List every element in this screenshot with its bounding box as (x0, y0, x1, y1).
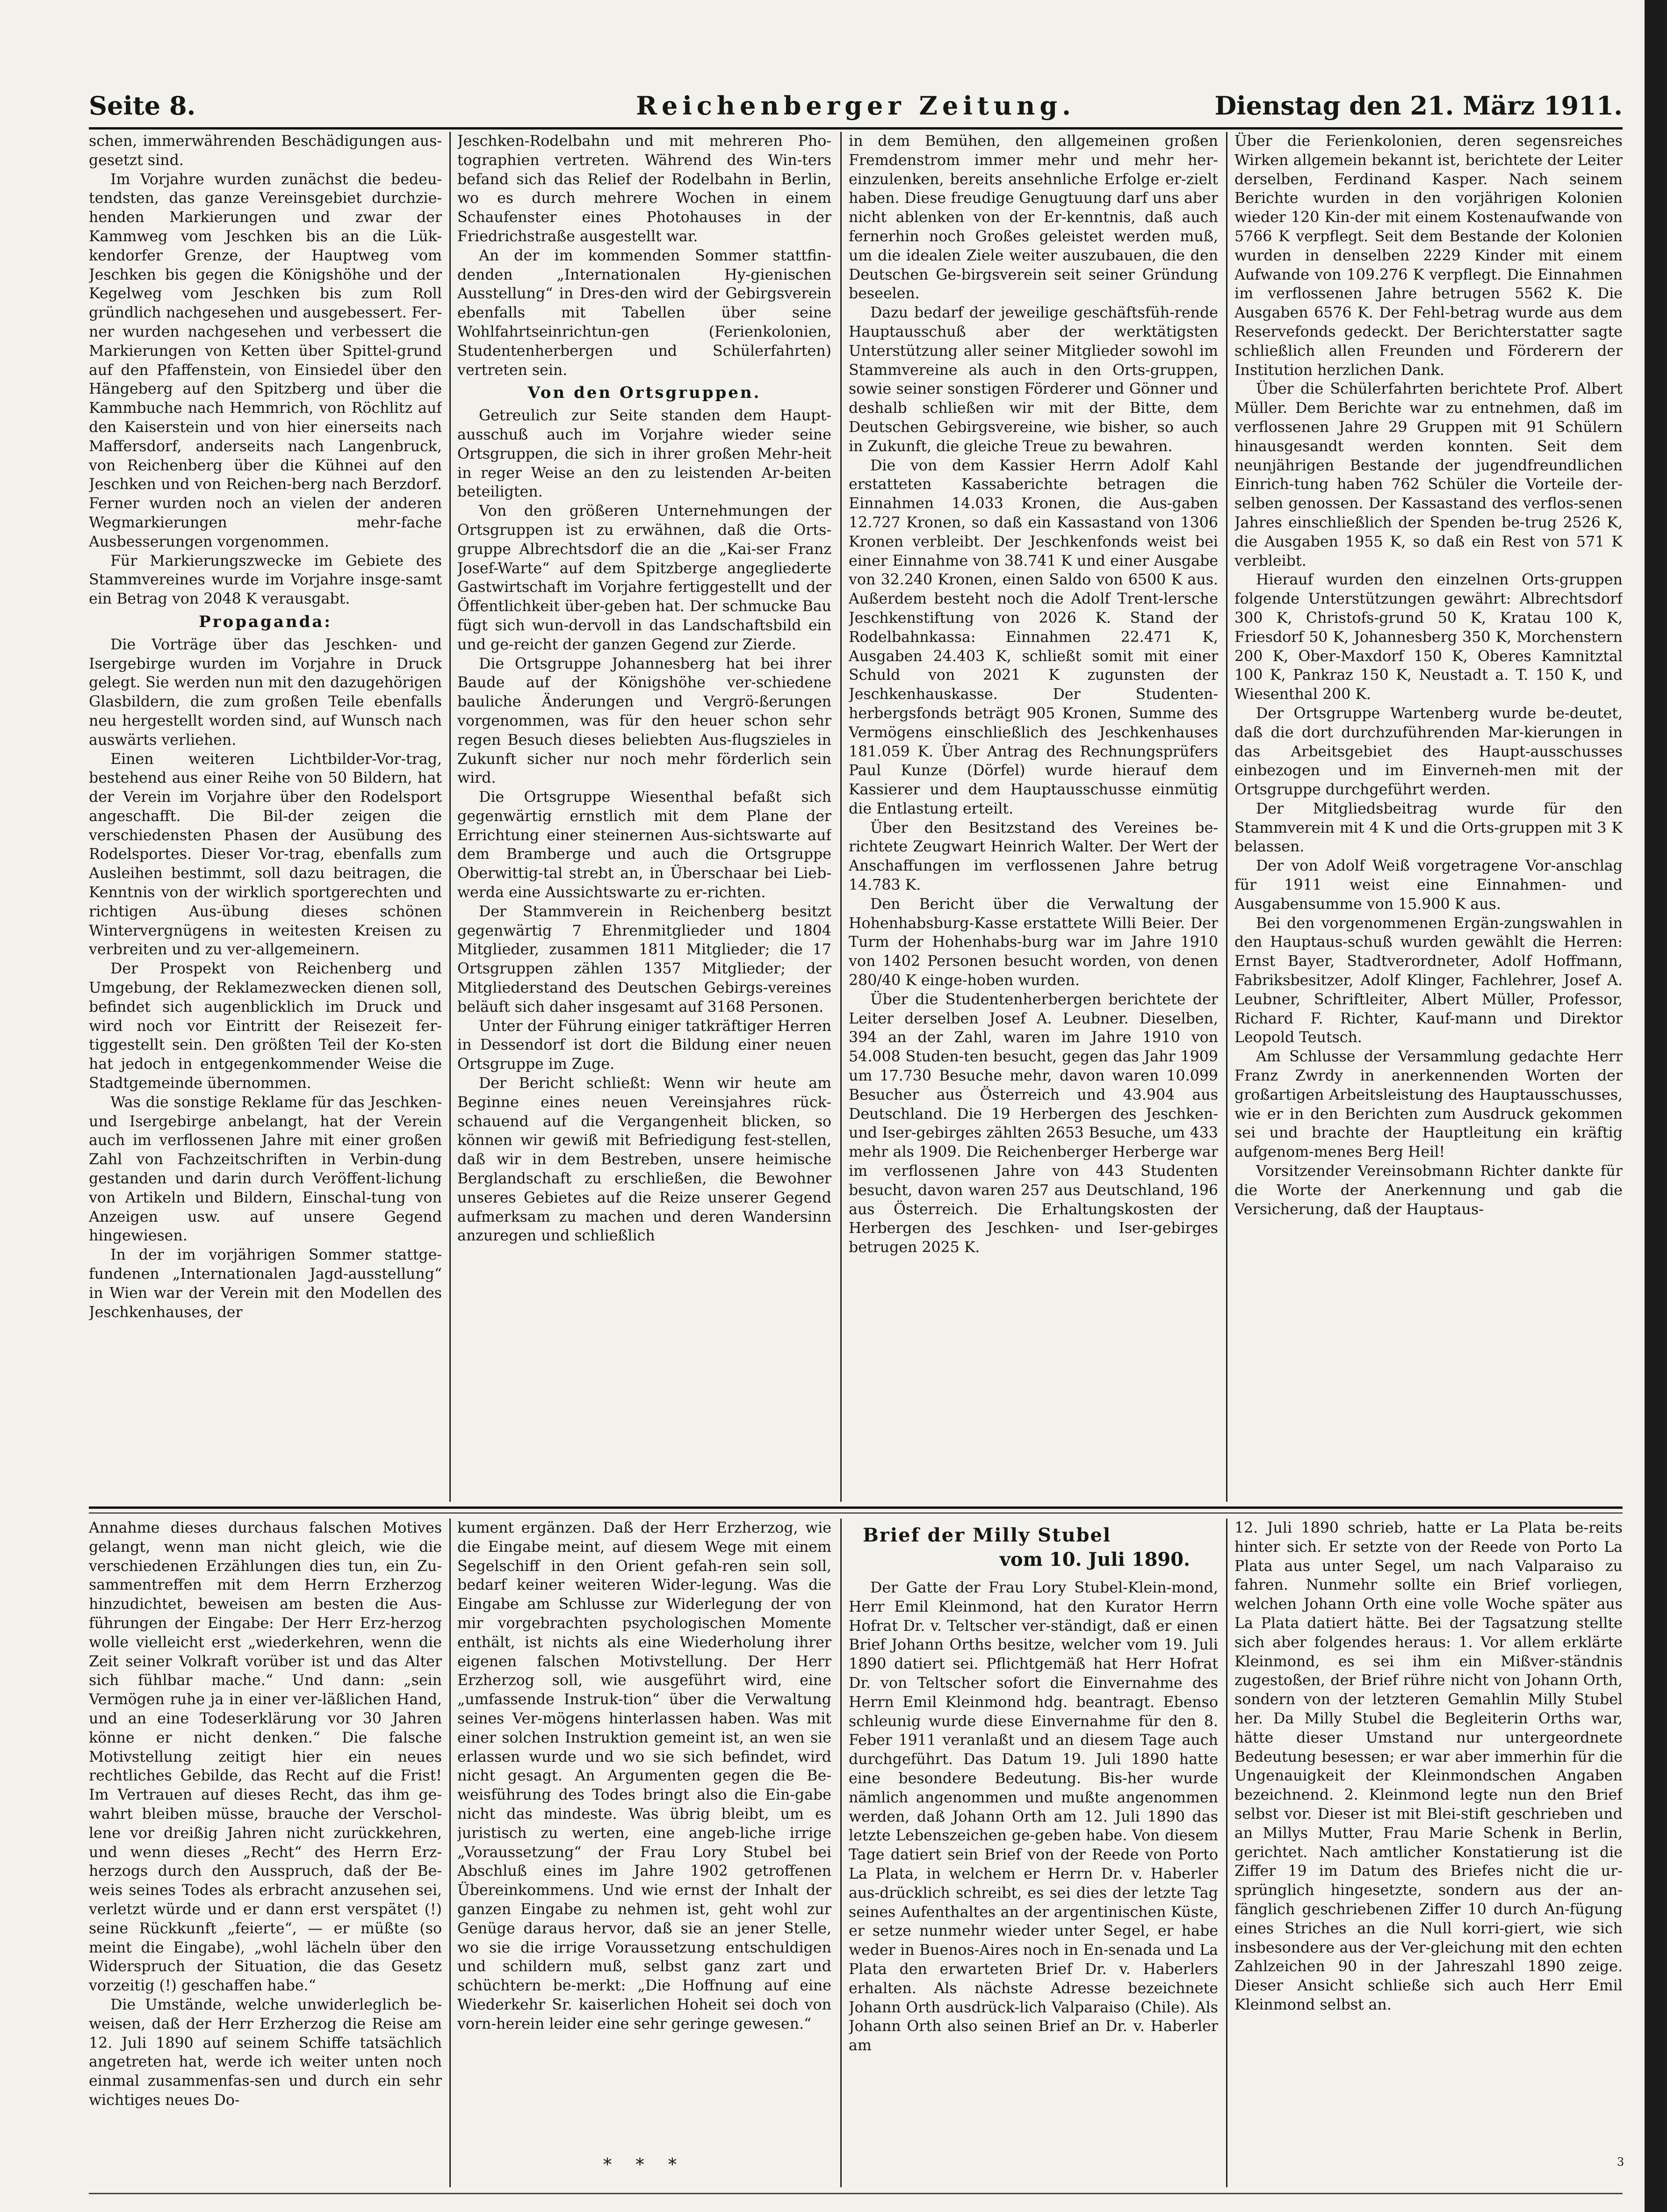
paragraph: Im Vorjahre wurden zunächst die bedeu-tendsten, das ganze Vereinsgebiet durchzie-henden Markierungen und zwar der Kammweg vom Jeschken bis an die Lük-kendorfer Grenze, der Hauptweg vom Jeschken bis gegen die Königshöhe und der Kegelweg vom Jeschken bis zum Roll gründlich nachgesehen und ausgebessert. Fer-ner wurden nachgesehen und verbessert die Markierungen von Ketten über Spittel-grund auf den Pfaffenstein, von Einsiedel über den Hängeberg auf den Spitzberg und über die Kammbuche nach Hemmrich, von Röchlitz auf den Kaiserstein und von hier einerseits nach Maffersdorf, anderseits nach Langenbruck, von Reichenberg über die Kühnei auf den Jeschken und von Reichen-berg nach Berzdorf. Ferner wurden noch an vielen der anderen Wegmarkierungen mehr-fache Ausbesserungen vorgenommen. (89, 171, 442, 550)
article-column-1 (89, 132, 442, 1502)
column-divider (1226, 132, 1227, 1502)
column-divider (449, 1519, 451, 2187)
paragraph: Die Vorträge über das Jeschken- und Isergebirge wurden im Vorjahre in Druck gelegt. Sie werden nun mit den dazugehörigen Glasbildern, die zum großen Teile ebenfalls neu hergestellt worden sind, auf Wunsch nach auswärts verliehen. (89, 636, 442, 749)
paragraph: Über die Ferienkolonien, deren segensreiches Wirken allgemein bekannt ist, berichtete der Leiter derselben, Ferdinand Kasper. Nach seinem Berichte wurden in den vorjährigen Kolonien wieder 120 Kin-der mit einem Kostenaufwande von 5766 K verpflegt. Seit dem Bestande der Kolonien wurden in denselben 2229 Kinder mit einem Aufwande von 109.276 K verpflegt. Die Einnahmen im verflossenen Jahre betrugen 5562 K. Die Ausgaben 6576 K. Der Fehl-betrag wurde aus dem Reservefonds gedeckt. Der Berichterstatter sagte schließlich allen Freunden und Förderern der Institution herzlichen Dank. (1234, 133, 1623, 379)
headline-line: vom 10. Juli 1890. (999, 1549, 1190, 1571)
paragraph: Die Umstände, welche unwiderleglich be-weisen, daß der Herr Erzherzog die Reise am 12. Juli 1890 auf seinem Schiffe tatsächlich angetreten hat, werde ich weiter unten noch einmal zusammenfas-sen und durch ein sehr wichtiges neues Do- (89, 1996, 442, 2109)
paragraph: Getreulich zur Seite standen dem Haupt-ausschuß auch im Vorjahre wieder seine Ortsgruppen, die sich in ihrer großen Mehr-heit in reger Weise an den zu leistenden Ar-beiten beteiligten. (457, 407, 831, 501)
paragraph: Der von Adolf Weiß vorgetragene Vor-anschlag für 1911 weist eine Einnahmen- und Ausgabensumme von 15.900 K aus. (1234, 857, 1623, 913)
issue-date: Dienstag den 21. März 1911. (1214, 91, 1623, 121)
paragraph: Einen weiteren Lichtbilder-Vor-trag, bestehend aus einer Reihe von 50 Bildern, hat der Verein im Vorjahre über den Rodelsport angeschafft. Die Bil-der zeigen die verschiedensten Phasen der Ausübung des Rodelsportes. Dieser Vor-trag, ebenfalls zum Ausleihen bestimmt, soll dazu beitragen, die Kenntnis von der wirklich sportgerechten und richtigen Aus-übung dieses schönen Wintervergnügens in weitesten Kreisen zu verbreiten und zu ver-allgemeinern. (89, 750, 442, 958)
paragraph: Vorsitzender Vereinsobmann Richter dankte für die Worte der Anerkennung und gab die Versicherung, daß der Hauptaus- (1234, 1163, 1623, 1218)
corner-mark: 3 (1617, 2155, 1624, 2169)
paragraph: Was die sonstige Reklame für das Jeschken- und Isergebirge anbelangt, hat der Verein auch im verflossenen Jahre mit einer großen Zahl von Fachzeitschriften in Verbin-dung gestanden und darin durch Veröffent-lichung von Artikeln und Bildern, Einschal-tung von Anzeigen usw. auf unsere Gegend hingewiesen. (89, 1094, 442, 1245)
paragraph: Jeschken-Rodelbahn und mit mehreren Pho-tographien vertreten. Während des Win-ters befand sich das Relief der Rodelbahn in Berlin, wo es durch mehrere Wochen in einem Schaufenster eines Photohauses in der Friedrichstraße ausgestellt war. (457, 133, 831, 245)
paragraph: schen, immerwährenden Beschädigungen aus-gesetzt sind. (89, 133, 442, 169)
paragraph: Die von dem Kassier Herrn Adolf Kahl erstatteten Kassaberichte betragen die Einnahmen 14.033 Kronen, die Aus-gaben 12.727 Kronen, so daß ein Kassastand von 1306 Kronen verbleibt. Der Jeschkenfonds weist bei einer Einnahme von 38.741 K und einer Ausgabe von 32.240 Kronen, einen Saldo von 6500 K aus. Außerdem besteht noch die Adolf Trent-lersche Jeschkenstiftung von 2026 K. Stand der Rodelbahnkassa: Einnahmen 22.471 K, Ausgaben 24.403 K, schließt somit mit einer Schuld von 2021 K zugunsten der Jeschkenhauskasse. Der Studenten-herbergsfonds beträgt 905 Kronen, Summe des Vermögens einschließlich des Jeschkenhauses 181.059 K. Über Antrag des Rechnungsprüfers Paul Kunze (Dörfel) wurde hierauf dem Kassierer und dem Hauptausschusse einmütig die Entlastung erteilt. (849, 457, 1218, 817)
footer-rule (89, 2193, 1623, 2194)
article-column-4 (1234, 132, 1623, 1502)
paragraph: kument ergänzen. Daß der Herr Erzherzog, wie die Eingabe meint, auf diesem Wege mit einem Segelschiff in den Orient gefah-ren sein soll, bedarf keiner weiteren Wider-legung. Was die Eingabe am Schlusse zur Widerlegung der von mir vorgebrachten psychologischen Momente enthält, ist nichts als eine Wiederholung ihrer eigenen falschen Motivstellung. Der Herr Erzherzog soll, wie ausgeführt wird, eine „umfassende Instruk-tion“ über die Verwaltung seines Ver-mögens hinterlassen haben. Was mit einer solchen Instruktion gemeint ist, an wen sie erlassen wurde und wo sie sich befindet, wird nicht gesagt. An Argumenten gegen die Be-weisführung des Todes bringt also die Ein-gabe nicht das mindeste. Was übrig bleibt, um es juristisch zu werten, eine angeb-liche irrige „Voraussetzung“ der Frau Lory Stubel bei Abschluß eines im Jahre 1902 getroffenen Übereinkommens. Und wie ernst der Inhalt der ganzen Eingabe zu nehmen ist, geht wohl zur Genüge daraus hervor, daß sie an jener Stelle, wo sie die irrige Voraussetzung entschuldigen und schildern muß, selbst ganz zart und schüchtern be-merkt: „Die Hoffnung auf eine Wiederkehr Sr. kaiserlichen Hoheit sei doch von vorn-herein leider eine sehr geringe gewesen.“ (457, 1520, 831, 2032)
paragraph: Über den Besitzstand des Vereines be-richtete Zeugwart Heinrich Walter. Der Wert der Anschaffungen im verflossenen Jahre betrug 14.783 K. (849, 819, 1218, 894)
paragraph: Über die Studentenherbergen berichtete der Leiter derselben Josef A. Leubner. Dieselben, 394 an der Zahl, waren im Jahre 1910 von 54.008 Studen-ten besucht, gegen das Jahr 1909 um 17.730 Besuche mehr, davon waren 10.099 Besucher aus Österreich und 43.904 aus Deutschland. Die 19 Herbergen des Jeschken- und Iser-gebirges zählten 2653 Besuche, um 433 mehr als 1909. Die Reichenberger Herberge war im verflossenen Jahre von 443 Studenten besucht, davon waren 257 aus Deutschland, 196 aus Österreich. Die Erhaltungskosten der Herbergen des Jeschken- und Iser-gebirges betrugen 2025 K. (849, 991, 1218, 1256)
paragraph: in dem Bemühen, den allgemeinen großen Fremdenstrom immer mehr und mehr her-einzulenken, bereits ansehnliche Erfolge er-zielt haben. Diese freudige Genugtuung darf uns aber nicht ablenken von der Er-kenntnis, daß auch fernerhin noch Großes geleistet werden muß, um die idealen Ziele weiter auszubauen, die den Deutschen Ge-birgsverein seit seiner Gründung beseelen. (849, 133, 1218, 303)
section-heading: Propaganda: (199, 612, 332, 631)
paragraph: Der Stammverein in Reichenberg besitzt gegenwärtig 7 Ehrenmitglieder und 1804 Mitglieder, zusammen 1811 Mitglieder; die 17 Ortsgruppen zählen 1357 Mitglieder; der Mitgliederstand des Deutschen Gebirgs-vereines beläuft sich daher insgesamt auf 3168 Personen. (457, 903, 831, 1016)
article-column-2 (457, 132, 831, 1502)
paragraph: Über die Schülerfahrten berichtete Prof. Albert Müller. Dem Berichte war zu entnehmen, daß im verflossenen Jahre 29 Gruppen mit 91 Schülern hinausgesandt werden konnten. Seit dem neunjährigen Bestande der jugendfreundlichen Einrich-tung haben 762 Schüler die Vorteile der-selben genossen. Der Kassastand des verflos-senen Jahres einschließlich der Spenden be-trug 2526 K, die Ausgaben 1955 K, so daß ein Rest von 571 K verbleibt. (1234, 381, 1623, 569)
paragraph: Bei den vorgenommenen Ergän-zungswahlen in den Hauptaus-schuß wurden gewählt die Herren: Ernst Bayer, Stadtverordneter, Adolf Hoffmann, Fabriksbesitzer, Adolf Klinger, Fachlehrer, Josef A. Leubner, Schriftleiter, Albert Müller, Professor, Richard F. Richter, Kauf-mann und Direktor Leopold Teutsch. (1234, 915, 1623, 1046)
paragraph: Für Markierungszwecke im Gebiete des Stammvereines wurde im Vorjahre insge-samt ein Betrag von 2048 K verausgabt. (89, 552, 442, 608)
feuilleton-column-3 (849, 1519, 1218, 2187)
feuilleton-column-4 (1234, 1519, 1623, 2187)
section-rule (89, 1506, 1623, 1509)
paragraph: Hierauf wurden den einzelnen Orts-gruppen folgende Unterstützungen gewährt: Albrechtsdorf 300 K, Christofs-grund 50 K, Kratau 100 K, Friesdorf 50 K, Johannesberg 350 K, Morchenstern 200 K, Ober-Maxdorf 150 K, Oberes Kamnitztal 100 K, Pankraz 150 K, Neustadt a. T. 150 K, und Wiesenthal 200 K. (1234, 571, 1623, 703)
paragraph: Die Ortsgruppe Johannesberg hat bei ihrer Baude auf der Königshöhe ver-schiedene bauliche Änderungen und Vergrö-ßerungen vorgenommen, was für den heuer schon sehr regen Besuch dieses beliebten Aus-flugszieles in Zukunft sicher nur noch mehr förderlich sein wird. (457, 655, 831, 787)
paragraph: Der Bericht schließt: Wenn wir heute am Beginne eines neuen Vereinsjahres rück-schauend auf die Vergangenheit blicken, so können wir gewiß mit Befriedigung fest-stellen, daß wir in dem Bestreben, unsere heimische Berglandschaft zu erschließen, die Bewohner unseres Gebietes auf die Reize unserer Gegend aufmerksam zu machen und deren Wandersinn anzuregen und schließlich (457, 1075, 831, 1245)
article-column-3 (849, 132, 1218, 1502)
paragraph: Der Ortsgruppe Wartenberg wurde be-deutet, daß die dort durchzuführenden Mar-kierungen in das Arbeitsgebiet des Haupt-ausschusses einbezogen und im Einverneh-men mit der Ortsgruppe durchgeführt werden. (1234, 705, 1623, 799)
page-number: Seite 8. (89, 91, 196, 121)
feuilleton-column-2 (457, 1519, 831, 2187)
paragraph: Annahme dieses durchaus falschen Motives gelangt, wenn man nicht gleich, wie die verschiedenen Erzählungen dies tun, ein Zu-sammentreffen mit dem Herrn Erzherzog hinzudichtet, beweisen am besten die Aus-führungen der Eingabe: Der Herr Erz-herzog wolle vielleicht erst „wiederkehren, wenn die Zeit seiner Volkraft vorüber ist und das Alter sich fühlbar mache.“ Und dann: „sein Vermögen ruhe ja in einer ver-läßlichen Hand, und an eine Todeserklärung vor 30 Jahren könne er nicht denken.“ Die falsche Motivstellung zeitigt hier ein neues rechtliches Gebilde, das Recht auf die Frist! Im Vertrauen auf dieses Recht, das ihm ge-wahrt bleiben müsse, brauche der Verschol-lene vor dreißig Jahren nicht zurückkehren, und wenn dieses „Recht“ des Herrn Erz-herzogs durch den Ausspruch, daß der Be-weis seines Todes als erbracht anzusehen sei, verletzt würde und er dann erst verspätet (!) seine Rückkunft „feierte“, — er müßte (so meint die Eingabe), „wohl lächeln über den Widerspruch der Situation, die das Gesetz vorzeitig (!) geschaffen habe.“ (89, 1520, 442, 1995)
masthead (89, 88, 1623, 130)
scan-edge (1645, 0, 1667, 2212)
feuilleton-column-1 (89, 1519, 442, 2187)
paragraph: Die Ortsgruppe Wiesenthal befaßt sich gegenwärtig ernstlich mit dem Plane der Errichtung einer steinernen Aus-sichtswarte auf dem Bramberge und auch die Ortsgruppe Oberwittig-tal strebt an, in Überschaar bei Lieb-werda eine Aussichtswarte zu er-richten. (457, 789, 831, 901)
column-divider (449, 132, 451, 1502)
header-rule (89, 127, 1623, 130)
section-heading: Von den Ortsgruppen. (527, 383, 761, 403)
headline-line: Brief der Milly Stubel (863, 1524, 1111, 1546)
column-divider (840, 132, 842, 1502)
paragraph: Der Mitgliedsbeitrag wurde für den Stammverein mit 4 K und die Orts-gruppen mit 3 K belassen. (1234, 800, 1623, 856)
article-headline (849, 1523, 1218, 1572)
paragraph: An der im kommenden Sommer stattfin-denden „Internationalen Hy-gienischen Ausstellung“ in Dres-den wird der Gebirgsverein ebenfalls mit Tabellen über seine Wohlfahrtseinrichtun-gen (Ferienkolonien, Studentenherbergen und Schülerfahrten) vertreten sein. (457, 247, 831, 379)
column-divider (840, 1519, 842, 2187)
paragraph: Der Prospekt von Reichenberg und Umgebung, der Reklamezwecken dienen soll, befindet sich augenblicklich im Druck und wird noch vor Eintritt der Reisezeit fer-tiggestellt sein. Den größten Teil der Ko-sten hat jedoch in entgegenkommender Weise die Stadtgemeinde übernommen. (89, 960, 442, 1092)
section-ornament: * * * (603, 2155, 686, 2175)
column-divider (1226, 1519, 1227, 2187)
paragraph: Am Schlusse der Versammlung gedachte Herr Franz Zwrdy in anerkennenden Worten der großartigen Arbeitsleistung des Hauptausschusses, wie er in den Berichten zum Ausdruck gekommen sei und brachte der Hauptleitung ein kräftig aufgenom-menes Berg Heil! (1234, 1048, 1623, 1161)
paragraph: Der Gatte der Frau Lory Stubel-Klein-mond, Herr Emil Kleinmond, hat den Kurator Herrn Hofrat Dr. v. Teltscher ver-ständigt, daß er einen Brief Johann Orths besitze, welcher vom 19. Juli 1890 datiert sei. Pflichtgemäß hat Herr Hofrat Dr. von Teltscher sofort die Einvernahme des Herrn Emil Kleinmond hdg. beantragt. Ebenso schleunig wurde diese Einvernahme für den 8. Feber 1911 veranlaßt und an diesem Tage auch durchgeführt. Das Datum 19. Juli 1890 hatte eine besondere Bedeutung. Bis-her wurde nämlich angenommen und mußte angenommen werden, daß Johann Orth am 12. Juli 1890 das letzte Lebenszeichen ge-geben habe. Von diesem Tage datiert sein Brief von der Reede von Porto La Plata, in welchem er Herrn Dr. v. Haberler aus-drücklich schreibt, es sei dies der letzte Tag seines Aufenthaltes an der argentinischen Küste, er setze nunmehr wieder unter Segel, er habe weder in Buenos-Aires noch in En-senada und La Plata den erwarteten Brief Dr. v. Haberlers erhalten. Als nächste Adresse bezeichnete Johann Orth ausdrück-lich Valparaiso (Chile). Als Johann Orth also seinen Brief an Dr. v. Haberler am (849, 1579, 1218, 2054)
paragraph: Von den größeren Unternehmungen der Ortsgruppen ist zu erwähnen, daß die Orts-gruppe Albrechtsdorf die an die „Kai-ser Franz Josef-Warte“ auf dem Spitzberge angegliederte Gastwirtschaft im Vorjahre fertiggestellt und der Öffentlichkeit über-geben hat. Der schmucke Bau fügt sich wun-dervoll in das Landschaftsbild ein und ge-reicht der ganzen Gegend zur Zierde. (457, 503, 831, 653)
paragraph: Dazu bedarf der jeweilige geschäftsfüh-rende Hauptausschuß aber der werktätigsten Unterstützung aller seiner Mitglieder sowohl im Stammvereine als auch in den Orts-gruppen, sowie seiner sonstigen Förderer und Gönner und deshalb schließen wir mit der Bitte, dem Deutschen Gebirgsvereine, wie bisher, so auch in Zukunft, die gleiche Treue zu bewahren. (849, 304, 1218, 455)
paragraph: Den Bericht über die Verwaltung der Hohenhabsburg-Kasse erstattete Willi Beier. Der Turm der Hohenhabs-burg war im Jahre 1910 von 1402 Personen besucht worden, von denen 280/40 K einge-hoben wurden. (849, 895, 1218, 989)
paragraph: In der im vorjährigen Sommer stattge-fundenen „Internationalen Jagd-ausstellung“ in Wien war der Verein mit den Modellen des Jeschkenhauses, der (89, 1247, 442, 1321)
paragraph: 12. Juli 1890 schrieb, hatte er La Plata be-reits hinter sich. Er setzte von der Reede von Porto La Plata aus unter Segel, um nach Valparaiso zu fahren. Nunmehr sollte ein Brief vorliegen, welchen Johann Orth eine volle Woche später aus La Plata datiert hätte. Bei der Tagsatzung stellte sich aber folgendes heraus: 1. Vor allem erklärte Kleinmond, es sei ihm ein Mißver-ständnis zugestoßen, der Brief rühre nicht von Johann Orth, sondern von der letzteren Gemahlin Milly Stubel her. Da Milly Stubel die Begleiterin Orths war, hätte dieser Umstand nur untergeordnete Bedeutung besessen; er war aber immerhin für die Ungenauigkeit der Kleinmondschen Angaben bezeichnend. 2. Kleinmond legte nun den Brief selbst vor. Dieser ist mit Blei-stift geschrieben und an Millys Mutter, Frau Marie Schenk in Berlin, gerichtet. Nach amtlicher Konstatierung ist die Ziffer 19 im Datum des Briefes nicht die ur-sprünglich hingesetzte, sondern aus der an-fänglich geschriebenen Ziffer 10 durch An-fügung eines Striches an die Null korri-giert, wie sich insbesondere aus der Ver-gleichung mit den echten Zahlzeichen 90 in der Jahreszahl 1890 zeige. Dieser Ansicht schließe sich auch Herr Emil Kleinmond selbst an. (1234, 1520, 1623, 2013)
paragraph: Unter der Führung einiger tatkräftiger Herren in Dessendorf ist dort die Bildung einer neuen Ortsgruppe im Zuge. (457, 1017, 831, 1073)
newspaper-title: Reichenberger Zeitung. (636, 91, 1075, 121)
